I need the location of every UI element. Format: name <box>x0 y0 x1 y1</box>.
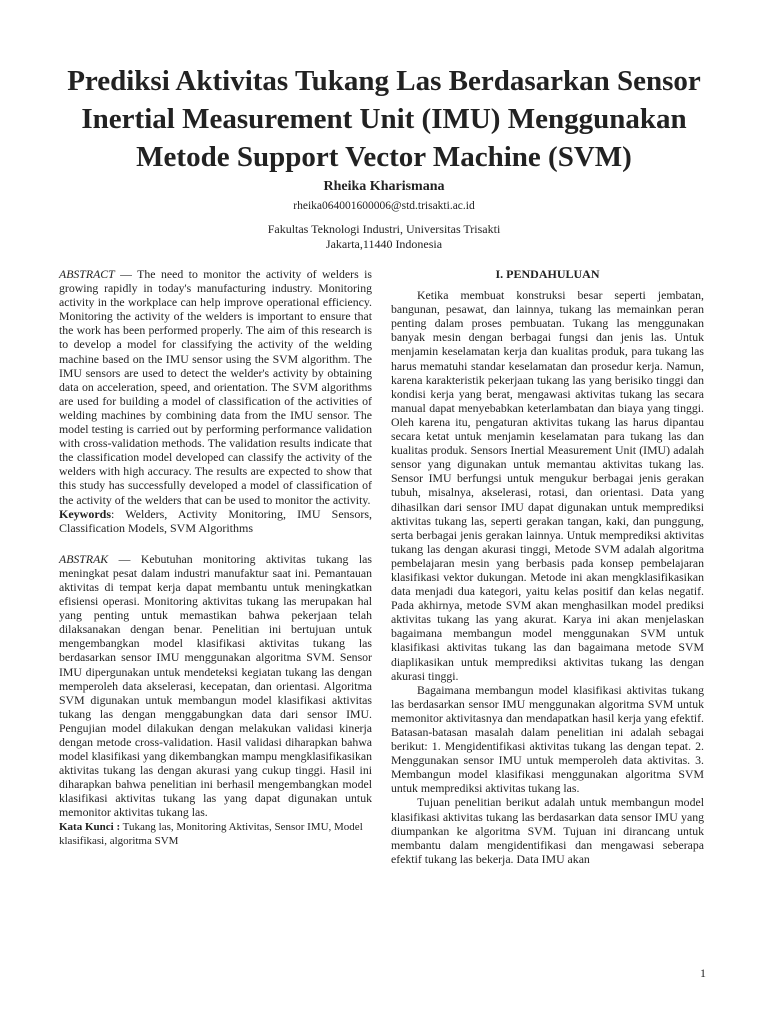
intro-paragraph-2: Bagaimana membangun model klasifikasi aktivitas tukang las berdasarkan sensor IMU menggunakan algoritma SVM untuk memonitor aktivitasnya dan mendapatkan hasil kerja yang efektif. Batasan-batasan masalah dalam penelitian ini adalah sebagai berikut: 1. Mengidentifikasi aktivitas tukang las dengan tepat. 2. Menggunakan sensor IMU untuk memperoleh data aktivitas. 3. Membangun model klasifikasi menggunakan algoritma SVM untuk memprediksi aktivitas tukang las. <box>391 682 704 796</box>
right-column <box>391 267 704 866</box>
section-heading: I. PENDAHULUAN <box>495 267 600 281</box>
affiliation-line-1: Fakultas Teknologi Industri, Universitas Trisakti <box>267 222 501 236</box>
abstrak-text: — Kebutuhan monitoring aktivitas tukang las meningkat pesat dalam industri manufaktur saat ini. Pemantauan aktivitas di tempat kerja dapat membantu untuk meningkatkan efisiensi operasi. Monitoring aktivitas tukang las merupakan hal yang penting untuk memastikan bahwa pekerjaan telah dilaksanakan dengan benar. Penelitian ini bertujuan untuk mengembangkan model klasifikasi aktivitas tukang las berdasarkan sensor IMU menggunakan algoritma SVM. Sensor IMU dipergunakan untuk mendeteksi kegiatan tukang las dengan memperoleh data akselerasi, kecepatan, dan orientasi. Algoritma SVM digunakan untuk membangun model klasifikasi aktivitas tukang las dengan menggabungkan data dari sensor IMU. Pengujian model dilakukan dengan melakukan validasi kinerja dengan metode cross-validation. Hasil validasi diharapkan bahwa model klasifikasi yang dikembangkan mampu mengklasifikasikan aktivitas tukang las dengan akurasi yang cukup tinggi. Hasil ini diharapkan bahwa penelitian ini berhasil mengembangkan model klasifikasi aktivitas tukang las yang dapat digunakan untuk memonitor aktivitas tukang las. <box>59 551 372 820</box>
kata-kunci-text: Tukang las, Monitoring Aktivitas, Sensor IMU, Model klasifikasi, algoritma SVM <box>59 820 363 847</box>
keywords-english <box>59 507 372 535</box>
author-affiliation <box>0 222 768 252</box>
keywords-text: : Welders, Activity Monitoring, IMU Sensors, Classification Models, SVM Algorithms <box>59 506 372 535</box>
left-column <box>59 267 372 848</box>
abstract-label: ABSTRACT <box>59 267 115 281</box>
abstract-english <box>59 267 372 507</box>
page-number: 1 <box>700 966 706 980</box>
intro-paragraph-3: Tujuan penelitian berikut adalah untuk membangun model klasifikasi aktivitas tukang las berdasarkan data sensor IMU yang diumpankan ke algoritma SVM. Tujuan ini dirancang untuk membantu dalam mengidentifikasi dan mengawasi seberapa efektif tukang las bekerja. Data IMU akan <box>391 795 704 866</box>
affiliation-line-2: Jakarta,11440 Indonesia <box>325 237 443 251</box>
abstract-text: — The need to monitor the activity of welders is growing rapidly in today's manufacturing industry. Monitoring activity in the workplace can help improve operational efficiency. Monitoring the activity of the welders is important to ensure that the work has been performed properly. The aim of this research is to develop a model for classifying the activity of the welding machine based on the IMU sensor using the SVM algorithm. The IMU sensors are used to detect the welder's activity by obtaining data on acceleration, speed, and orientation. The SVM algorithms are used for building a model of classification of the activities of welding machines by combining data from the IMU sensor. The model testing is carried out by performing performance validation with cross-validation methods. The validation results indicate that the classification model developed can classify the activity of the welders with high accuracy. The results are expected to show that this study has successfully developed a model of classification of the activity of the welders that can be used to monitor the activity. <box>59 267 372 507</box>
abstrak-label: ABSTRAK <box>59 551 109 566</box>
abstract-indonesian <box>59 552 372 820</box>
keywords-label: Keywords <box>59 506 111 521</box>
kata-kunci-label: Kata Kunci : <box>59 820 121 833</box>
paper-title: Prediksi Aktivitas Tukang Las Berdasarkan Sensor Inertial Measurement Unit (IMU) Menggunakan Metode Support Vector Machine (SVM) <box>67 65 701 173</box>
author-email: rheika064001600006@std.trisakti.ac.id <box>293 200 475 212</box>
keywords-indonesian <box>59 820 372 848</box>
intro-paragraph-1: Ketika membuat konstruksi besar seperti jembatan, bangunan, pesawat, dan lainnya, tukang las memainkan peran penting dalam proses pembuatan. Tukang las menggunakan banyak mesin dengan berbagai fungsi dan jenis las. Untuk menjamin keselamatan kerja dan kualitas produk, para tukang las harus mematuhi standar keselamatan dan prosedur kerja. Namun, karena karakteristik pekerjaan tukang las yang berisiko tinggi dan kondisi kerja yang berat, mengawasi aktivitas tukang las secara manual dapat menyebabkan keterlambatan dan biaya yang tinggi. Oleh karena itu, pengaturan aktivitas tukang las harus dipantau secara ketat untuk menjamin keselamatan para tukang las dan kualitas produk. Sensors Inertial Measurement Unit (IMU) adalah sensor yang digunakan untuk memantau aktivitas tukang las. Sensor IMU berfungsi untuk mengukur berbagai jenis gerakan tubuh, misalnya, akselerasi, rotasi, dan orientasi. Data yang dihasilkan dari sensor IMU dapat digunakan untuk memprediksi aktivitas tukang las, seperti gerakan tangan, kaki, dan punggung, serta berbagai jenis gerakan lainnya. Untuk memprediksi aktivitas tukang las dengan akurasi tinggi, Metode SVM adalah algoritma pembelajaran mesin yang berbasis pada konsep pembelajaran klasifikasi vektor dukungan. Metode ini akan mengklasifikasikan data menjadi dua kategori, yaitu kelas positif dan kelas negatif. Pada akhirnya, metode SVM akan menghasilkan model prediksi aktivitas tukang las yang akurat. Karya ini akan menjelaskan bagaimana membangun model menggunakan SVM untuk klasifikasi aktivitas tukang las dan bagaimana metode SVM diaplikasikan untuk memprediksi aktivitas tukang las dengan akurasi tinggi. <box>391 288 704 683</box>
author-name: Rheika Kharismana <box>323 179 445 194</box>
